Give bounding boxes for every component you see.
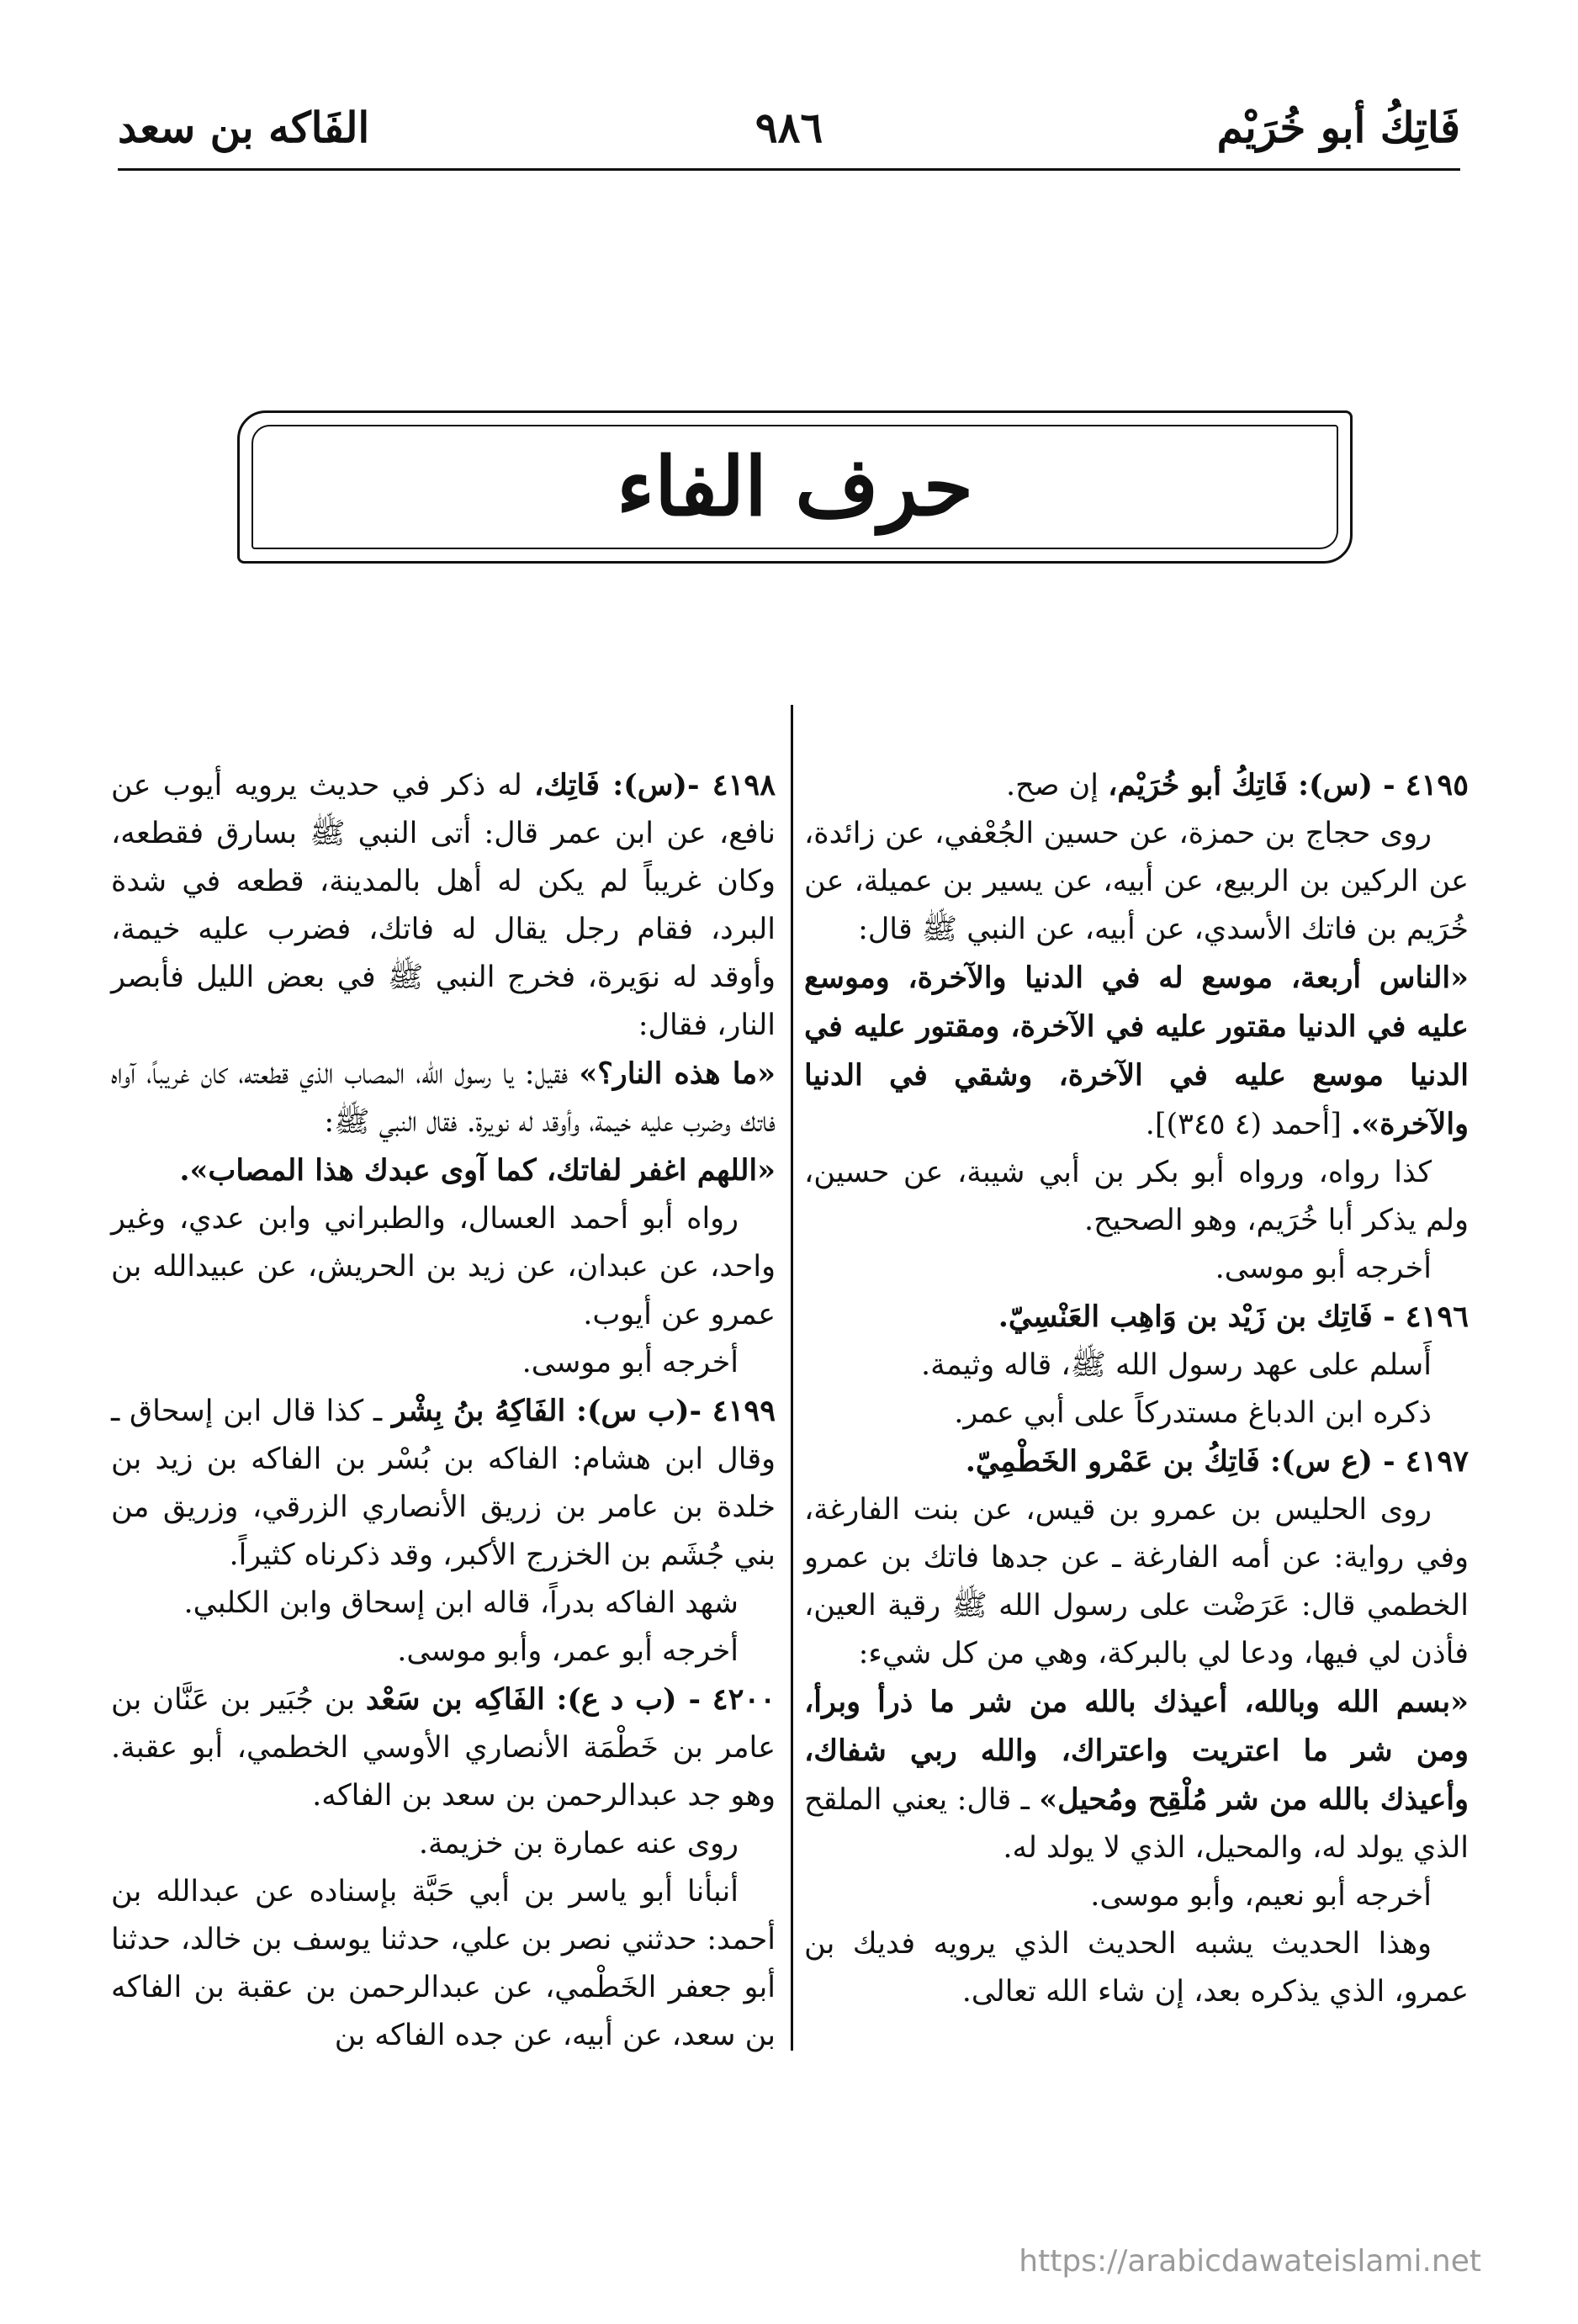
paragraph: روى حجاج بن حمزة، عن حسين الجُعْفي، عن زائدة، عن الركين بن الربيع، عن أبيه، عن يسير بن عميلة، عن خُرَيم بن فاتك الأسدي، عن أبيه، عن النبي ﷺ قال:	[804, 817, 1469, 946]
entry-heading: ٤١٩٩ -(ب س): الفَاكِهُ بنُ بِشْر	[391, 1394, 776, 1428]
paragraph: أخرجه أبو عمر، وأبو موسى.	[397, 1634, 739, 1668]
paragraph	[804, 954, 1469, 1149]
paragraph	[804, 1678, 1469, 1872]
entry-heading: ٤١٩٨ -(س): فَاتِك،	[534, 768, 776, 802]
chapter-title: حرف الفاء	[616, 439, 974, 534]
right-column	[804, 761, 1469, 2016]
paragraph: أنبأنا أبو ياسر بن أبي حَبَّة بإسناده عن عبدالله بن أحمد: حدثني نصر بن علي، حدثنا يوسف بن خالد، حدثنا أبو جعفر الخَطْمي، عن عبدالرحمن بن عقبة بن الفاكه بن سعد، عن أبيه، عن جده الفاكه بن	[111, 1875, 776, 2052]
paragraph: كذا رواه، ورواه أبو بكر بن أبي شيبة، عن حسين، ولم يذكر أبا خُرَيم، وهو الصحيح.	[804, 1156, 1469, 1237]
paragraph: رواه أبو أحمد العسال، والطبراني وابن عدي، وغير واحد، عن عبدان، عن زيد بن الحريش، عن عبيدالله بن عمرو عن أيوب.	[111, 1202, 776, 1331]
paragraph	[804, 761, 1469, 810]
column-divider	[791, 705, 793, 2051]
entry-heading: ٤٢٠٠ - (ب د ع): الفَاكِه بن سَعْد	[365, 1682, 776, 1717]
paragraph-text: بن جُبَير بن عَنَّان بن عامر بن خَطْمَة الأنصاري الأوسي الخطمي، أبو عقبة. وهو جد عبدالرحمن بن سعد بن الفاكه.	[111, 1683, 776, 1813]
paragraph	[111, 761, 776, 1050]
page-number: ٩٨٦	[755, 103, 823, 152]
paragraph: شهد الفاكه بدراً، قاله ابن إسحاق وابن الكلبي.	[183, 1586, 739, 1620]
paragraph: روى عنه عمارة بن خزيمة.	[418, 1827, 739, 1861]
entry-heading: ٤١٩٧ - (ع س): فَاتِكُ بن عَمْرو الخَطْمِيّ.	[965, 1444, 1469, 1479]
left-column	[111, 761, 776, 2060]
paragraph-text: فقيل: يا رسول الله، المصاب الذي قطعته، كان غريباً، آواه فاتك وضرب عليه خيمة، وأوقد له نويرة. فقال النبي ﷺ:	[111, 1057, 776, 1139]
entry-heading: ٤١٩٦ - فَاتِك بن زَيْد بن وَاهِب العَنْسِيّ.	[998, 1300, 1469, 1334]
paragraph: أَسلم على عهد رسول الله ﷺ، قاله وثيمة.	[920, 1348, 1432, 1382]
entry-heading: ٤١٩٥ - (س): فَاتِكُ أبو خُرَيْم،	[1108, 768, 1469, 802]
paragraph	[111, 1676, 776, 1820]
paragraph: أخرجه أبو موسى.	[522, 1346, 739, 1379]
paragraph-text: ـ كذا قال ابن إسحاق ـ وقال ابن هشام: الفاكه بن بُسْر بن الفاكه بن زيد بن خلدة بن عامر بن زريق الأنصاري الزرقي، وزريق من بني جُشَم بن الخزرج الأكبر، وقد ذكرناه كثيراً.	[111, 1395, 776, 1572]
hadith-text: «اللهم اغفر لفاتك، كما آوى عبدك هذا المصاب».	[179, 1153, 776, 1188]
chapter-title-frame	[237, 410, 1353, 564]
paragraph: ذكره ابن الدباغ مستدركاً على أبي عمر.	[954, 1396, 1432, 1430]
paragraph: روى الحليس بن عمرو بن قيس، عن بنت الفارغة، وفي رواية: عن أمه الفارغة ـ عن جدها فاتك بن عمرو الخطمي قال: عَرَضْت على رسول الله ﷺ رقية العين، فأذن لي فيها، ودعا لي بالبركة، وهي من كل شيء:	[804, 1493, 1469, 1670]
running-header	[118, 93, 1460, 171]
source-watermark: https://arabicdawateislami.net	[1019, 2244, 1481, 2279]
paragraph	[111, 1387, 776, 1580]
paragraph	[111, 1146, 776, 1195]
paragraph: أخرجه أبو موسى.	[1215, 1252, 1432, 1285]
header-last-entry: الفَاكه بن سعد	[118, 103, 370, 152]
paragraph-text: ـ قال: يعني الملقح الذي يولد له، والمحيل، الذي لا يولد له.	[804, 1783, 1469, 1865]
hadith-text: «ما هذه النار؟»	[579, 1056, 776, 1091]
paragraph-text: له ذكر في حديث يرويه أيوب عن نافع، عن ابن عمر قال: أتى النبي ﷺ بسارق فقطعه، وكان غريباً لم يكن له أهل بالمدينة، قطعه في شدة البرد، فقام رجل يقال له فاتك، فضرب عليه خيمة، وأوقد له نوَيرة، فخرج النبي ﷺ في بعض الليل فأبصر النار، فقال:	[111, 769, 776, 1042]
paragraph: أخرجه أبو نعيم، وأبو موسى.	[1090, 1879, 1432, 1913]
paragraph	[111, 1050, 776, 1146]
header-entry-name: فَاتِكُ أبو خُرَيْم	[1216, 103, 1460, 152]
hadith-text: «بسم الله وبالله، أعيذك بالله من شر ما ذرأ وبرأ، ومن شر ما اعتريت واعتراك، والله ربي شفاك، وأعيذك بالله من شر مُلْقِح ومُحيل»	[804, 1685, 1469, 1817]
citation: [أحمد (٤ ٣٤٥)].	[1145, 1108, 1352, 1141]
paragraph	[804, 1437, 1469, 1486]
paragraph: وهذا الحديث يشبه الحديث الذي يرويه فديك بن عمرو، الذي يذكره بعد، إن شاء الله تعالى.	[804, 1927, 1469, 2009]
hadith-text: «الناس أربعة، موسع له في الدنيا والآخرة، وموسع عليه في الدنيا مقتور عليه في الآخرة، ومقتور عليه في الدنيا موسع عليه في الآخرة، وشقي في الدنيا والآخرة».	[804, 961, 1469, 1141]
paragraph-text: إن صح.	[1005, 769, 1109, 802]
paragraph	[804, 1293, 1469, 1342]
